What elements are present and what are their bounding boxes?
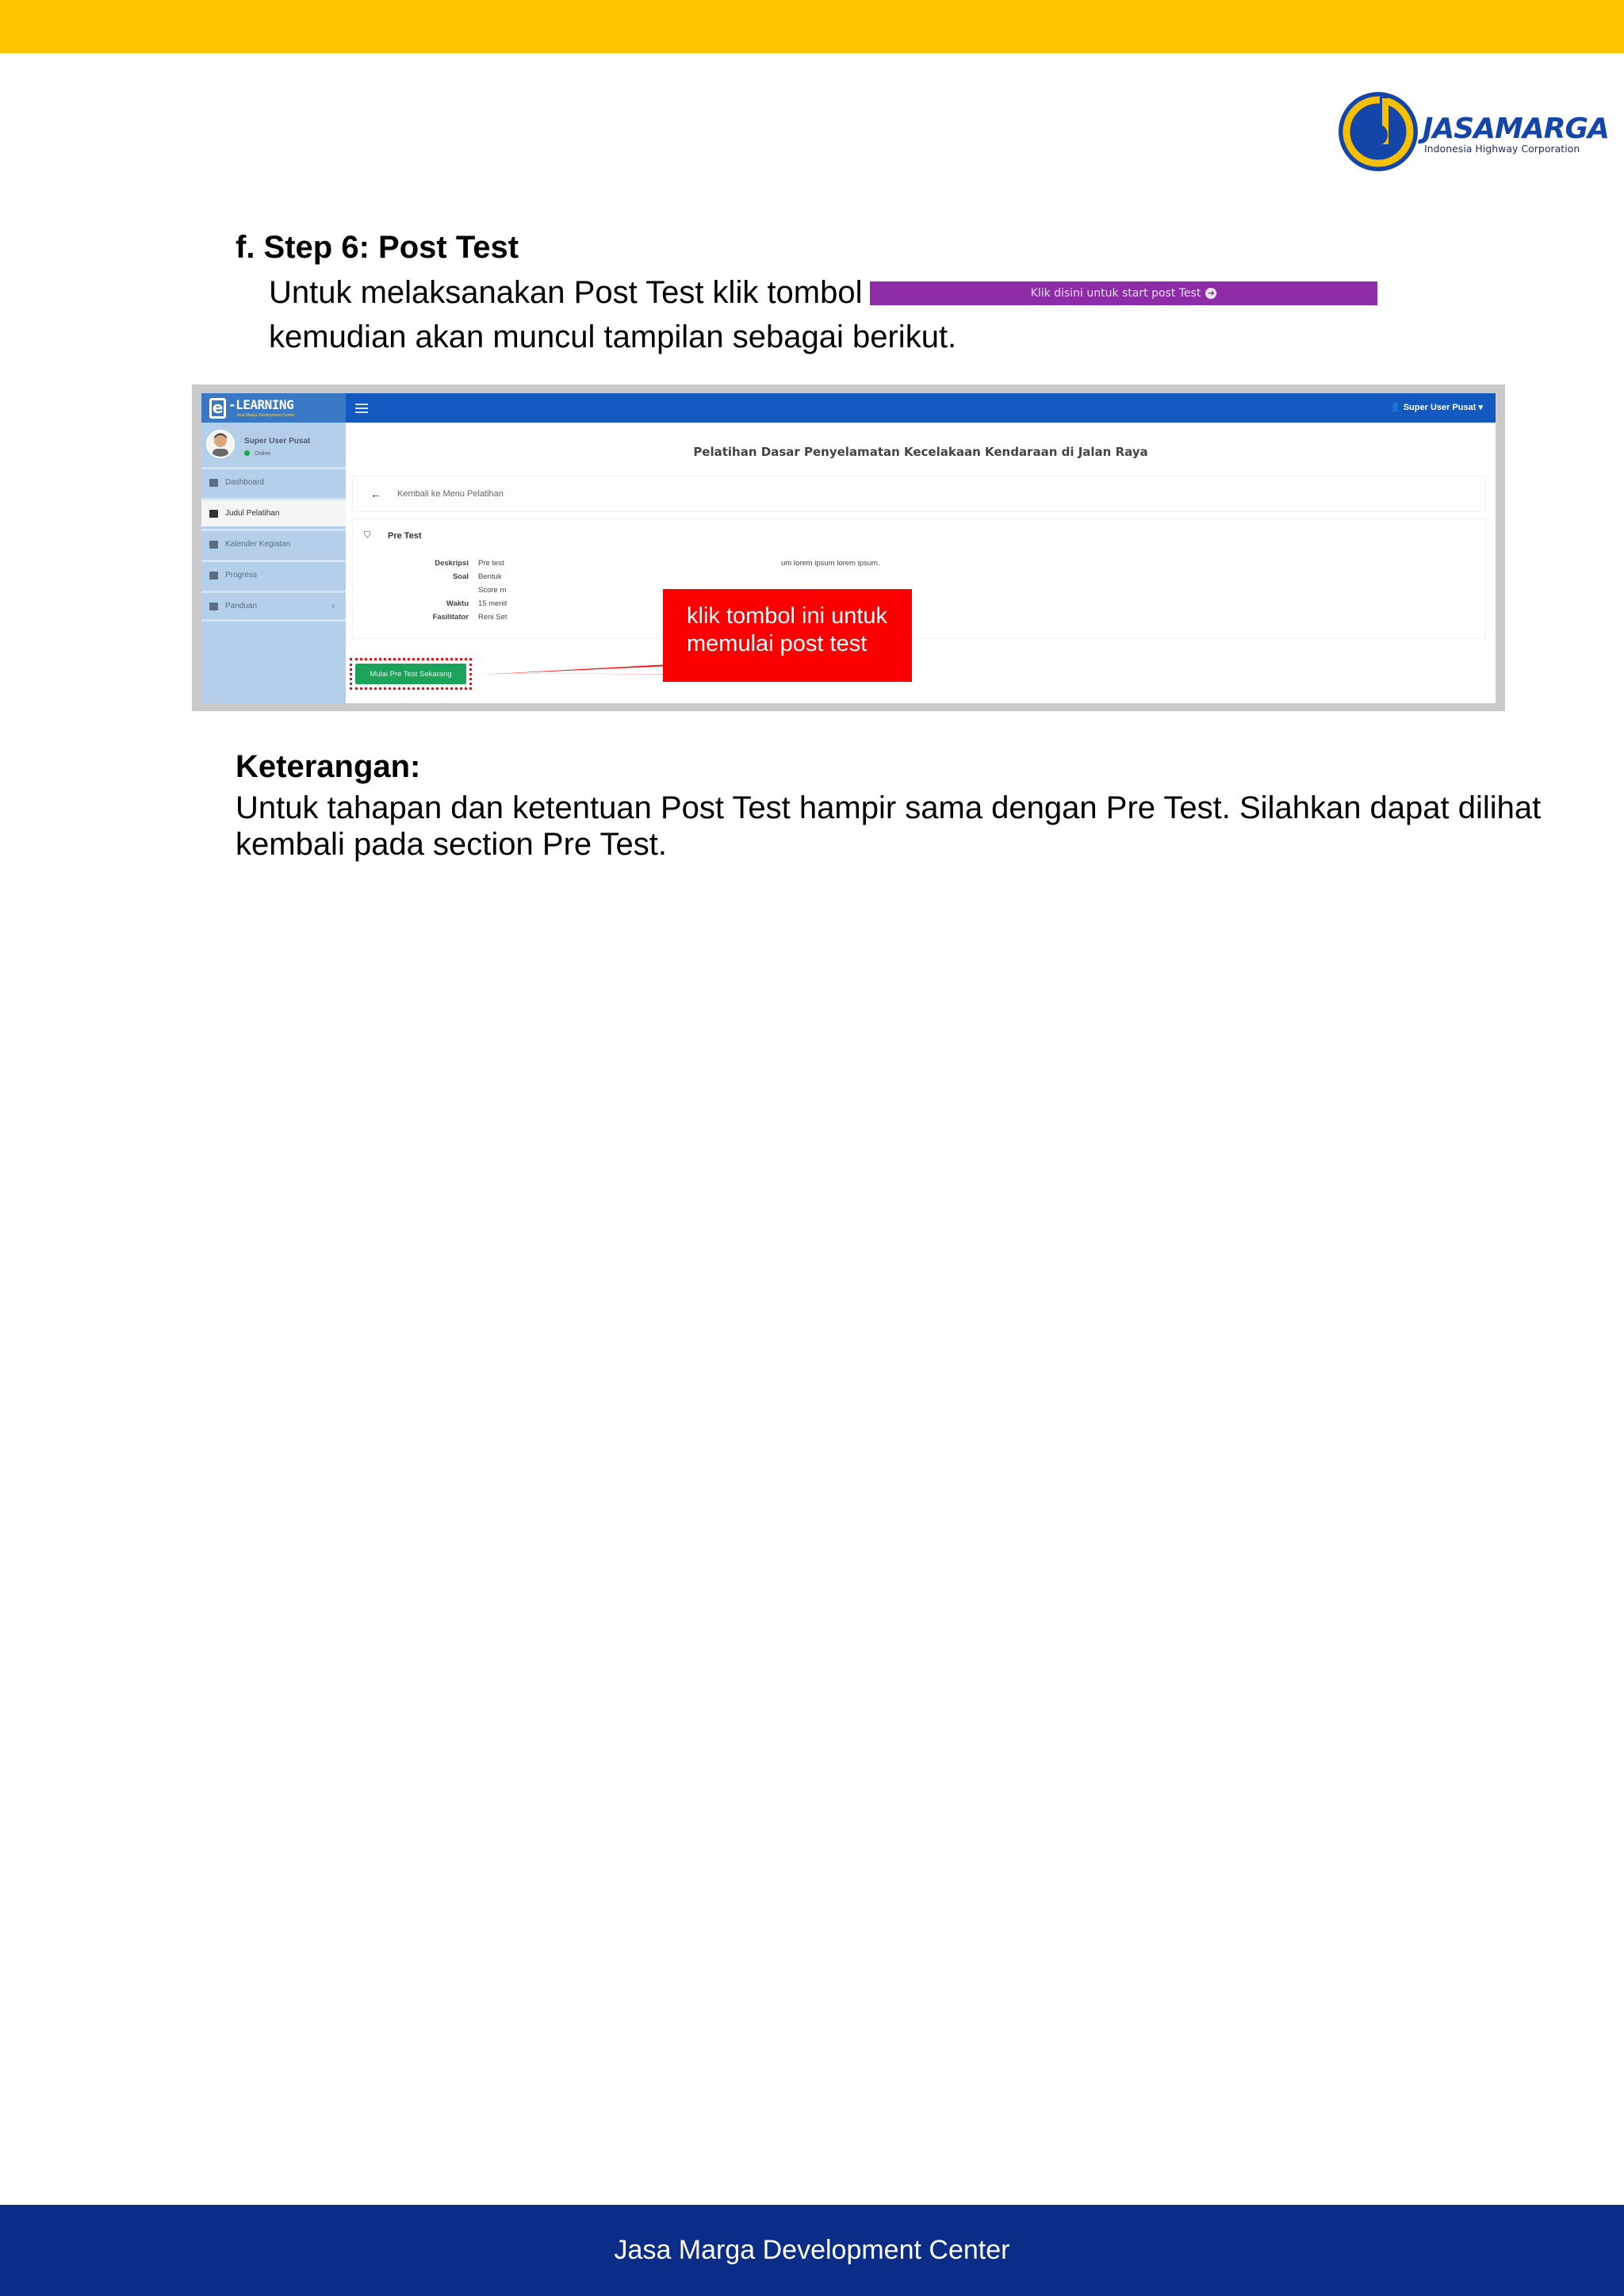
elearning-app (201, 393, 1496, 703)
grid-icon (209, 510, 218, 518)
app-sidebar (201, 393, 346, 703)
jasamarga-logo (1337, 89, 1609, 178)
callout-line-1: klik tombol ini untuk (687, 603, 888, 629)
app-topbar (346, 393, 1496, 423)
arrow-left-icon: ← (370, 488, 381, 500)
calendar-icon (209, 541, 218, 549)
back-link[interactable] (352, 476, 1486, 512)
folder-icon (209, 603, 218, 610)
sidebar-item-label: Panduan (225, 602, 258, 610)
dashboard-icon (209, 479, 218, 487)
info-key: Fasilitator (432, 613, 469, 622)
sidebar-item-panduan[interactable] (201, 591, 346, 622)
footer (0, 2205, 1624, 2296)
post-test-button-label: Klik disini untuk start post Test (1030, 287, 1201, 300)
callout-box (663, 589, 912, 682)
sidebar-item-kalender-kegiatan[interactable] (201, 529, 346, 557)
sidebar-item-label: Dashboard (225, 478, 264, 487)
step-title: f. Step 6: Post Test (236, 230, 519, 265)
start-pre-test-button[interactable]: Mulai Pre Test Sekarang (355, 664, 466, 684)
course-title: Pelatihan Dasar Penyelamatan Kecelakaan Kendaraan di Jalan Raya (693, 445, 1148, 459)
sidebar-item-label: Progress (225, 571, 258, 580)
info-value: Pre test (478, 559, 504, 568)
info-key: Waktu (446, 599, 469, 608)
user-name: Super User Pusat (244, 437, 311, 446)
arrow-circle-right-icon: ➜ (1205, 288, 1216, 299)
app-logo (201, 393, 346, 423)
sidebar-item-label: Kalender Kegiatan (225, 540, 291, 549)
keterangan-body: Untuk tahapan dan ketentuan Post Test hampir sama dengan Pre Test. Silahkan dapat dilihat kembali pada section Pre Test. (236, 790, 1542, 862)
pre-test-panel (352, 519, 1486, 639)
user-icon: 👤 (1389, 403, 1404, 412)
chevron-left-icon: ‹ (331, 601, 335, 611)
sidebar-item-judul-pelatihan[interactable] (201, 498, 346, 526)
intro-line-2: kemudian akan muncul tampilan sebagai berikut. (269, 320, 957, 354)
info-value: Reni Set (478, 613, 508, 622)
user-menu-label: Super User Pusat ▾ (1403, 403, 1483, 412)
info-key: Deskripsi (435, 559, 469, 568)
keterangan-title: Keterangan: (236, 749, 421, 784)
logo-tagline: Indonesia Highway Corporation (1424, 143, 1580, 155)
app-main-content (346, 423, 1496, 703)
online-dot-icon (244, 450, 250, 456)
jasamarga-logo-icon (1337, 90, 1419, 173)
sidebar-item-dashboard[interactable] (201, 467, 346, 496)
info-value: 15 menit (478, 599, 508, 608)
user-status (244, 450, 270, 457)
description-tail: um lorem ipsum lorem ipsum. (781, 559, 880, 568)
logo-brand: JASAMARGA (1423, 113, 1609, 145)
bookmark-icon: ⛉ (364, 530, 371, 540)
app-logo-mark: e (209, 398, 226, 419)
top-color-band (0, 0, 1624, 53)
callout-line-2: memulai post test (687, 631, 868, 656)
pre-test-title: Pre Test (388, 531, 422, 541)
chart-icon (209, 572, 218, 580)
footer-text: Jasa Marga Development Center (614, 2235, 1010, 2265)
info-key: Soal (452, 572, 469, 581)
hamburger-menu-icon[interactable] (355, 404, 368, 413)
app-logo-name: -LEARNING (228, 397, 294, 412)
avatar (206, 430, 235, 458)
back-link-label: Kembali ke Menu Pelatihan (397, 489, 504, 499)
user-menu[interactable] (1390, 402, 1483, 412)
sidebar-item-progress[interactable] (201, 560, 346, 588)
info-value: Score m (478, 586, 507, 595)
embedded-screenshot (192, 385, 1505, 711)
info-value: Bentuk (478, 572, 502, 581)
post-test-button-image (870, 281, 1377, 305)
user-status-label: Online (255, 451, 271, 457)
app-logo-sub: Jasa Marga Development Center (236, 413, 295, 418)
intro-line-1: Untuk melaksanakan Post Test klik tombol (269, 275, 863, 310)
user-panel (201, 423, 346, 467)
sidebar-item-label: Judul Pelatihan (225, 509, 280, 518)
